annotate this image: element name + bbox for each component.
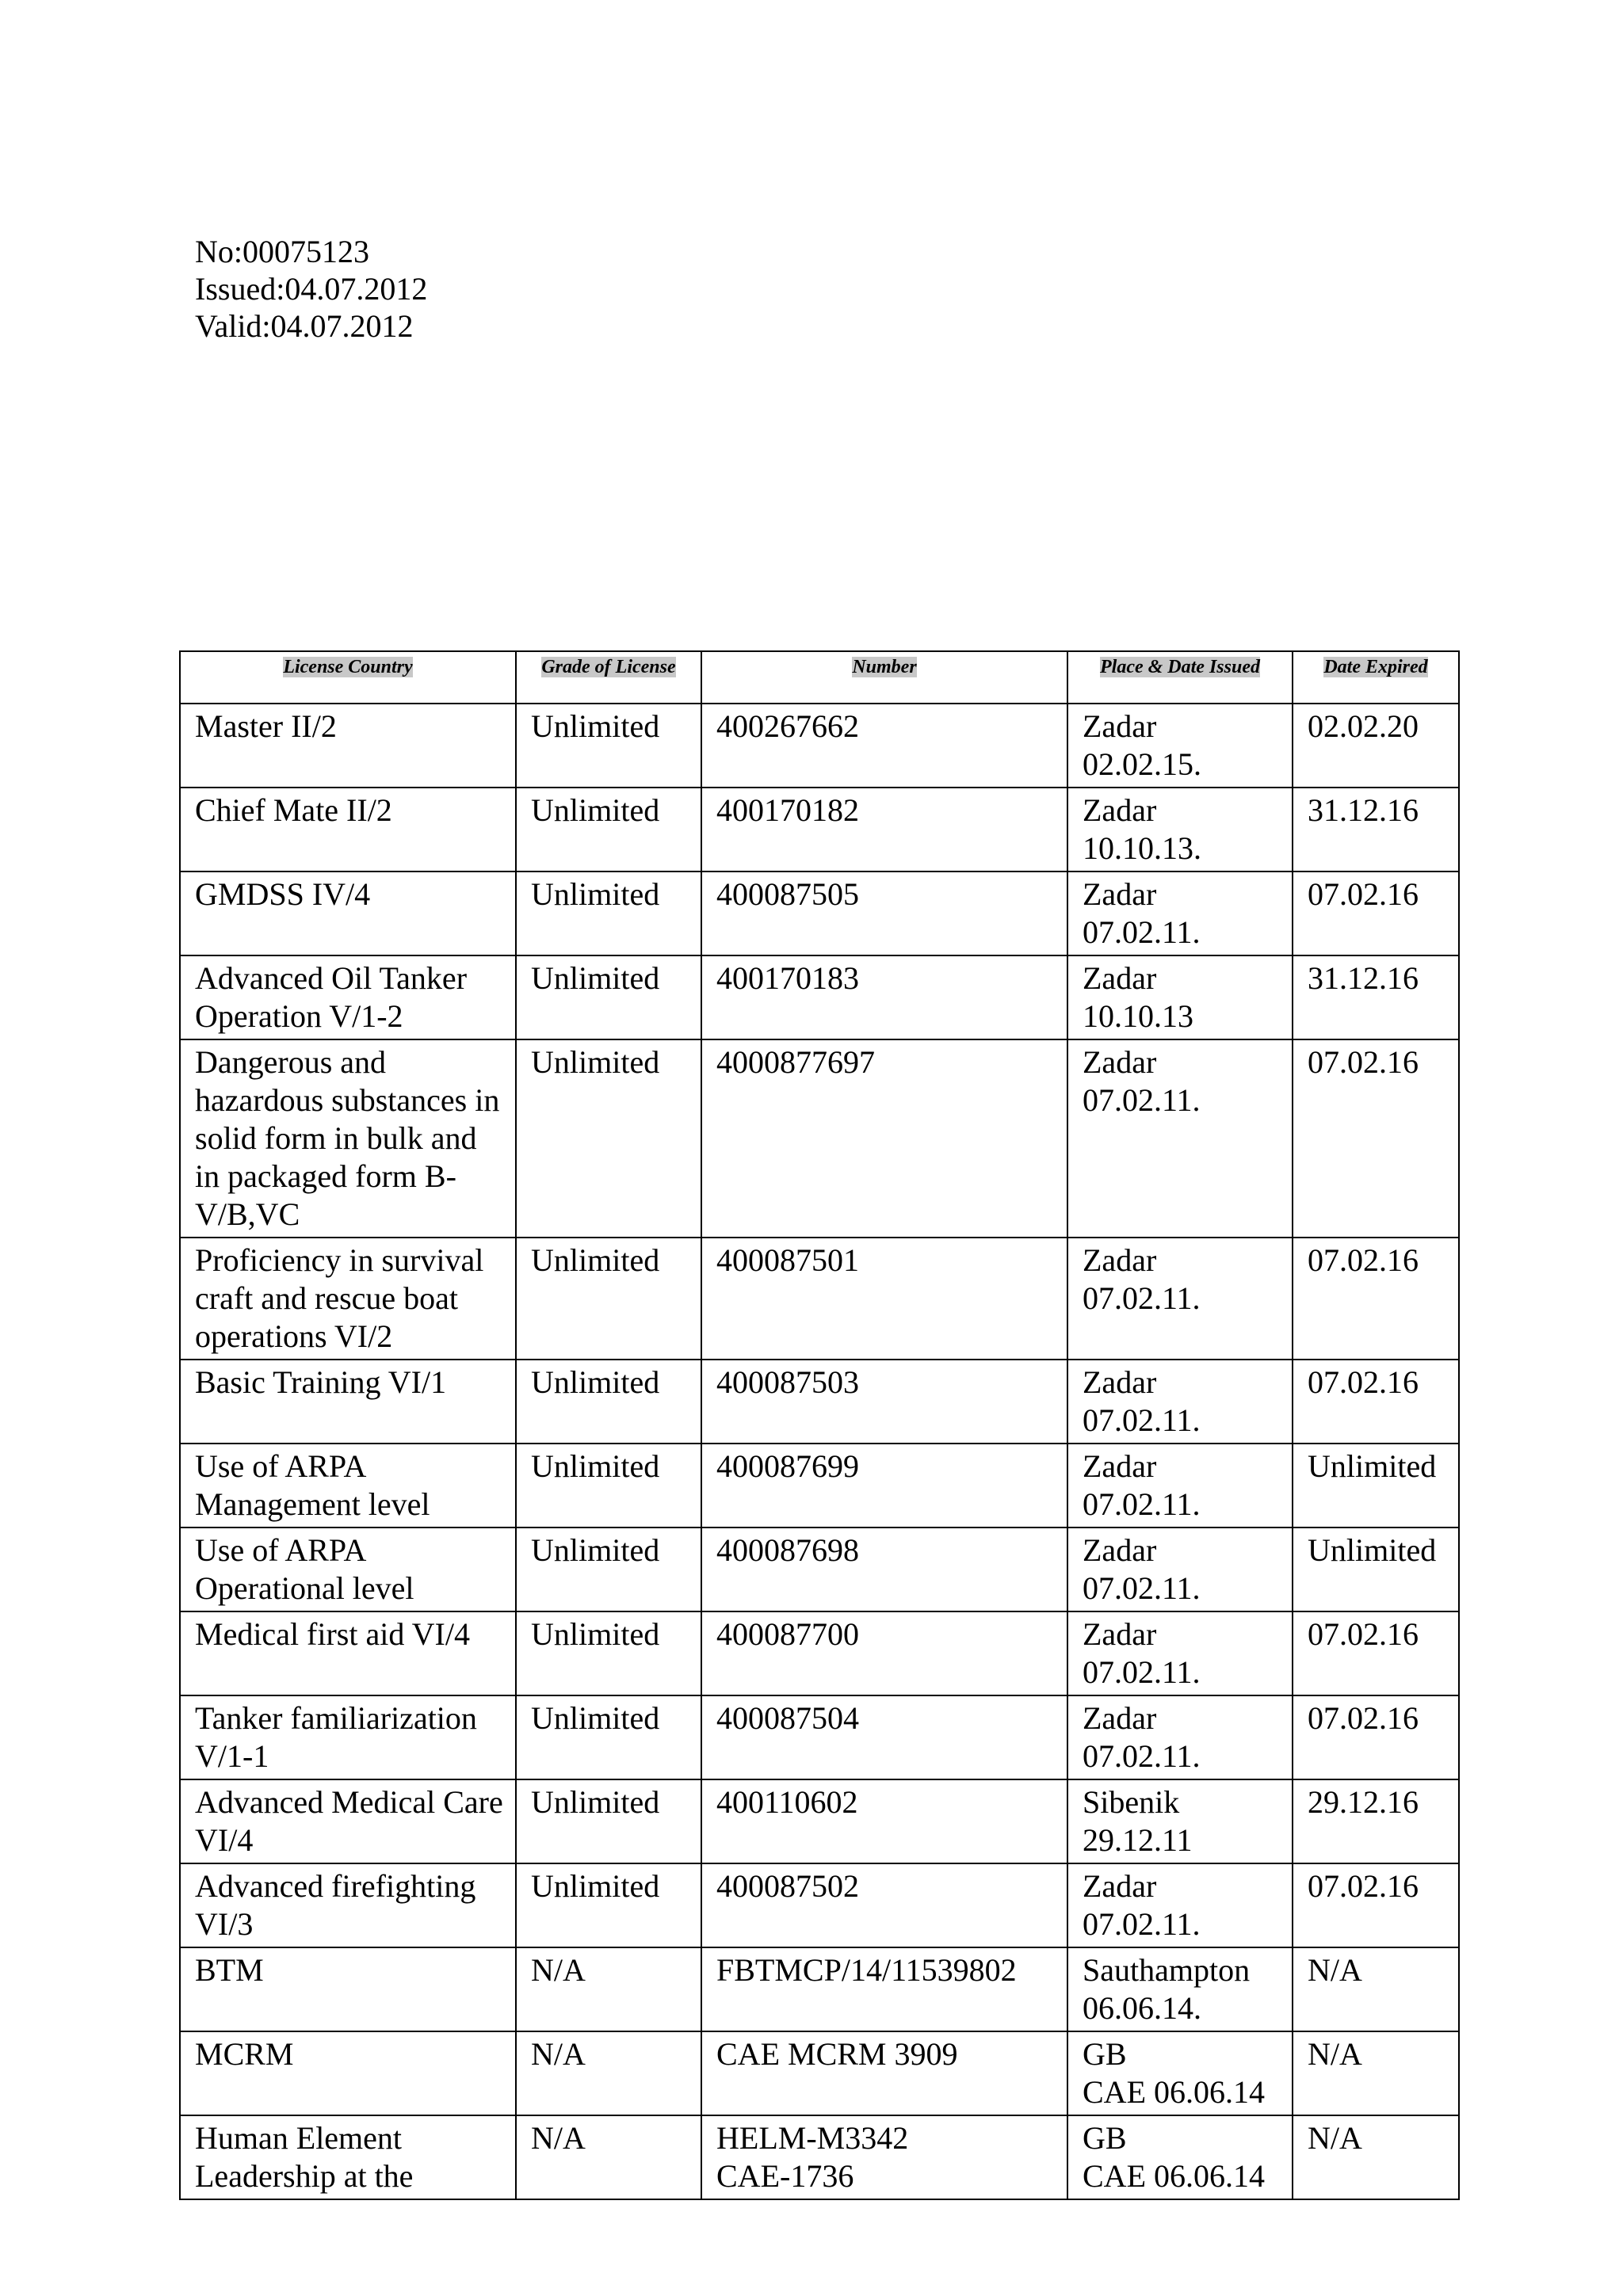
place-date-issued-cell-text: CAE 06.06.14	[1083, 2074, 1265, 2110]
place-date-issued-cell-text: 07.02.11.	[1083, 1906, 1201, 1942]
number-cell	[701, 1039, 1067, 1238]
table-row	[180, 1238, 1459, 1360]
place-date-issued-cell-text: Zadar	[1083, 876, 1157, 912]
place-date-issued-cell-text: Zadar	[1083, 1868, 1157, 1904]
place-date-issued-cell-text: 07.02.11.	[1083, 1082, 1201, 1118]
column-header-grade-of-license: Grade of License	[516, 651, 701, 704]
license-country-cell	[180, 1947, 516, 2031]
date-expired-cell	[1293, 2115, 1459, 2199]
grade-cell-text: Unlimited	[531, 1868, 660, 1904]
license-country-cell	[180, 2031, 516, 2115]
date-expired-cell	[1293, 1444, 1459, 1527]
place-date-issued-cell-text: 10.10.13	[1083, 998, 1193, 1034]
number-cell	[701, 955, 1067, 1039]
number-cell-text: 400087503	[716, 1364, 859, 1400]
grade-cell-text: Unlimited	[531, 876, 660, 912]
number-cell-text: 400087698	[716, 1532, 859, 1568]
license-country-cell	[180, 704, 516, 788]
place-date-issued-cell-text: Zadar	[1083, 1364, 1157, 1400]
license-country-cell-text: Advanced Medical Care VI/4	[195, 1784, 503, 1858]
place-date-issued-cell-text: Zadar	[1083, 1700, 1157, 1736]
number-cell	[701, 1611, 1067, 1695]
number-cell-text: HELM-M3342	[716, 2120, 909, 2156]
number-cell-text: 400087504	[716, 1700, 859, 1736]
license-country-cell-text: BTM	[195, 1952, 264, 1988]
place-date-issued-cell-text: CAE 06.06.14	[1083, 2158, 1265, 2194]
place-date-issued-cell	[1067, 1947, 1293, 2031]
number-cell-text: 400087501	[716, 1242, 859, 1278]
license-country-cell-text: Advanced firefighting VI/3	[195, 1868, 476, 1942]
date-expired-cell	[1293, 788, 1459, 871]
grade-cell	[516, 2115, 701, 2199]
place-date-issued-cell-text: 07.02.11.	[1083, 1738, 1201, 1774]
place-date-issued-cell-text: Zadar	[1083, 1616, 1157, 1652]
place-date-issued-cell	[1067, 1779, 1293, 1863]
license-country-cell	[180, 1238, 516, 1360]
place-date-issued-cell-text: 07.02.11.	[1083, 914, 1201, 950]
license-country-cell-text: Proficiency in survival craft and rescue boat operations VI/2	[195, 1242, 484, 1354]
grade-cell	[516, 1611, 701, 1695]
number-cell	[701, 2115, 1067, 2199]
date-expired-cell-text: 07.02.16	[1308, 1868, 1419, 1904]
place-date-issued-cell	[1067, 871, 1293, 955]
table-row	[180, 1695, 1459, 1779]
number-cell	[701, 1360, 1067, 1444]
date-expired-cell	[1293, 2031, 1459, 2115]
number-cell	[701, 1527, 1067, 1611]
column-header-number: Number	[701, 651, 1067, 704]
place-date-issued-cell-text: 02.02.15.	[1083, 746, 1201, 782]
date-expired-cell	[1293, 1039, 1459, 1238]
number-cell	[701, 1863, 1067, 1947]
number-cell	[701, 1695, 1067, 1779]
place-date-issued-cell-text: Zadar	[1083, 708, 1157, 744]
date-expired-cell	[1293, 1947, 1459, 2031]
column-header-date-expired: Date Expired	[1293, 651, 1459, 704]
grade-cell	[516, 1444, 701, 1527]
license-country-cell-text: GMDSS IV/4	[195, 876, 371, 912]
grade-cell	[516, 955, 701, 1039]
grade-cell	[516, 788, 701, 871]
place-date-issued-cell	[1067, 2115, 1293, 2199]
license-country-cell-text: Use of ARPA Management level	[195, 1448, 430, 1522]
grade-cell	[516, 1039, 701, 1238]
place-date-issued-cell	[1067, 1360, 1293, 1444]
date-expired-cell	[1293, 1527, 1459, 1611]
license-country-cell-text: Human Element Leadership at the	[195, 2120, 414, 2194]
place-date-issued-cell-text: 06.06.14.	[1083, 1990, 1201, 2026]
number-cell	[701, 1947, 1067, 2031]
place-date-issued-cell-text: Sibenik	[1083, 1784, 1180, 1820]
grade-cell-text: Unlimited	[531, 1242, 660, 1278]
grade-cell	[516, 1238, 701, 1360]
place-date-issued-cell	[1067, 1444, 1293, 1527]
table-row	[180, 1779, 1459, 1863]
date-expired-cell-text: 31.12.16	[1308, 792, 1419, 828]
place-date-issued-cell	[1067, 788, 1293, 871]
date-expired-cell-text: Unlimited	[1308, 1532, 1437, 1568]
table-row	[180, 1527, 1459, 1611]
grade-cell-text: Unlimited	[531, 1616, 660, 1652]
place-date-issued-cell-text: GB	[1083, 2036, 1127, 2072]
table-row	[180, 2115, 1459, 2199]
number-cell-text: 400087700	[716, 1616, 859, 1652]
date-expired-cell	[1293, 871, 1459, 955]
number-cell-text: 400170183	[716, 960, 859, 996]
license-country-cell-text: Medical first aid VI/4	[195, 1616, 470, 1652]
table-row	[180, 1863, 1459, 1947]
grade-cell	[516, 1527, 701, 1611]
place-date-issued-cell-text: Zadar	[1083, 1448, 1157, 1484]
number-cell	[701, 871, 1067, 955]
table-row	[180, 1360, 1459, 1444]
date-expired-cell-text: 31.12.16	[1308, 960, 1419, 996]
valid-date: Valid:04.07.2012	[195, 308, 414, 344]
place-date-issued-cell-text: 29.12.11	[1083, 1822, 1193, 1858]
license-country-cell	[180, 955, 516, 1039]
date-expired-cell-text: 07.02.16	[1308, 1616, 1419, 1652]
license-country-cell-text: Use of ARPA Operational level	[195, 1532, 414, 1606]
grade-cell	[516, 1695, 701, 1779]
grade-cell-text: Unlimited	[531, 1700, 660, 1736]
date-expired-cell	[1293, 1238, 1459, 1360]
number-cell-text: 400267662	[716, 708, 859, 744]
license-table	[179, 650, 1460, 2200]
place-date-issued-cell-text: 07.02.11.	[1083, 1654, 1201, 1690]
table-row	[180, 1947, 1459, 2031]
grade-cell-text: Unlimited	[531, 708, 660, 744]
number-cell	[701, 1444, 1067, 1527]
date-expired-cell-text: N/A	[1308, 2036, 1362, 2072]
license-country-cell	[180, 1444, 516, 1527]
number-cell	[701, 1238, 1067, 1360]
number-cell	[701, 704, 1067, 788]
place-date-issued-cell	[1067, 1238, 1293, 1360]
place-date-issued-cell-text: Zadar	[1083, 1044, 1157, 1080]
grade-cell-text: Unlimited	[531, 1448, 660, 1484]
license-country-cell-text: Advanced Oil Tanker Operation V/1-2	[195, 960, 468, 1034]
place-date-issued-cell	[1067, 2031, 1293, 2115]
date-expired-cell-text: 07.02.16	[1308, 1242, 1419, 1278]
license-country-cell-text: Tanker familiarization V/1-1	[195, 1700, 477, 1774]
license-country-cell	[180, 1360, 516, 1444]
number-cell-text: 400087502	[716, 1868, 859, 1904]
place-date-issued-cell-text: 07.02.11.	[1083, 1570, 1201, 1606]
license-country-cell-text: Dangerous and hazardous substances in solid form in bulk and in packaged form B-V/B,VC	[195, 1044, 500, 1232]
document-header	[195, 233, 427, 345]
number-cell-text: 400110602	[716, 1784, 858, 1820]
license-country-cell	[180, 1039, 516, 1238]
place-date-issued-cell	[1067, 704, 1293, 788]
place-date-issued-cell-text: 07.02.11.	[1083, 1402, 1201, 1438]
date-expired-cell-text: 07.02.16	[1308, 876, 1419, 912]
date-expired-cell-text: 02.02.20	[1308, 708, 1419, 744]
place-date-issued-cell	[1067, 1863, 1293, 1947]
place-date-issued-cell	[1067, 1527, 1293, 1611]
license-country-cell-text: MCRM	[195, 2036, 294, 2072]
number-cell	[701, 1779, 1067, 1863]
grade-cell-text: Unlimited	[531, 1044, 660, 1080]
number-cell-text: 400170182	[716, 792, 859, 828]
date-expired-cell	[1293, 1695, 1459, 1779]
license-country-cell	[180, 1863, 516, 1947]
number-cell-text: 400087505	[716, 876, 859, 912]
license-country-cell	[180, 788, 516, 871]
place-date-issued-cell	[1067, 1695, 1293, 1779]
number-cell	[701, 2031, 1067, 2115]
grade-cell-text: N/A	[531, 2120, 586, 2156]
grade-cell	[516, 2031, 701, 2115]
date-expired-cell	[1293, 955, 1459, 1039]
column-header-place-date-issued: Place & Date Issued	[1067, 651, 1293, 704]
license-country-cell	[180, 1611, 516, 1695]
number-cell-text: FBTMCP/14/11539802	[716, 1952, 1017, 1988]
date-expired-cell-text: 29.12.16	[1308, 1784, 1419, 1820]
number-cell-text: 400087699	[716, 1448, 859, 1484]
date-expired-cell-text: 07.02.16	[1308, 1364, 1419, 1400]
grade-cell-text: Unlimited	[531, 1532, 660, 1568]
place-date-issued-cell-text: Sauthampton	[1083, 1952, 1251, 1988]
place-date-issued-cell-text: Zadar	[1083, 1532, 1157, 1568]
grade-cell-text: Unlimited	[531, 792, 660, 828]
grade-cell-text: N/A	[531, 1952, 586, 1988]
table-row	[180, 955, 1459, 1039]
place-date-issued-cell-text: 10.10.13.	[1083, 830, 1201, 866]
place-date-issued-cell-text: GB	[1083, 2120, 1127, 2156]
date-expired-cell	[1293, 1863, 1459, 1947]
date-expired-cell	[1293, 1360, 1459, 1444]
license-country-cell-text: Chief Mate II/2	[195, 792, 392, 828]
place-date-issued-cell-text: 07.02.11.	[1083, 1486, 1201, 1522]
date-expired-cell	[1293, 1611, 1459, 1695]
place-date-issued-cell-text: Zadar	[1083, 792, 1157, 828]
license-country-cell-text: Basic Training VI/1	[195, 1364, 447, 1400]
date-expired-cell-text: 07.02.16	[1308, 1700, 1419, 1736]
table-row	[180, 788, 1459, 871]
grade-cell	[516, 1947, 701, 2031]
grade-cell-text: Unlimited	[531, 1784, 660, 1820]
place-date-issued-cell-text: Zadar	[1083, 960, 1157, 996]
table-row	[180, 1039, 1459, 1238]
grade-cell-text: Unlimited	[531, 960, 660, 996]
place-date-issued-cell	[1067, 1039, 1293, 1238]
number-cell	[701, 788, 1067, 871]
table-header-row	[180, 651, 1459, 704]
table-row	[180, 1611, 1459, 1695]
date-expired-cell-text: 07.02.16	[1308, 1044, 1419, 1080]
license-country-cell	[180, 1779, 516, 1863]
place-date-issued-cell	[1067, 955, 1293, 1039]
date-expired-cell-text: Unlimited	[1308, 1448, 1437, 1484]
license-country-cell	[180, 1527, 516, 1611]
issued-date: Issued:04.07.2012	[195, 271, 428, 307]
date-expired-cell	[1293, 1779, 1459, 1863]
date-expired-cell-text: N/A	[1308, 1952, 1362, 1988]
grade-cell-text: N/A	[531, 2036, 586, 2072]
date-expired-cell-text: N/A	[1308, 2120, 1362, 2156]
table-row	[180, 871, 1459, 955]
license-country-cell	[180, 2115, 516, 2199]
table-row	[180, 2031, 1459, 2115]
date-expired-cell	[1293, 704, 1459, 788]
license-country-cell	[180, 1695, 516, 1779]
certificate-number: No:00075123	[195, 234, 369, 269]
table-row	[180, 704, 1459, 788]
table-row	[180, 1444, 1459, 1527]
grade-cell	[516, 1863, 701, 1947]
license-country-cell-text: Master II/2	[195, 708, 337, 744]
license-country-cell	[180, 871, 516, 955]
grade-cell	[516, 1779, 701, 1863]
number-cell-text: CAE MCRM 3909	[716, 2036, 958, 2072]
place-date-issued-cell-text: 07.02.11.	[1083, 1280, 1201, 1316]
place-date-issued-cell-text: Zadar	[1083, 1242, 1157, 1278]
grade-cell	[516, 704, 701, 788]
number-cell-text: CAE-1736	[716, 2158, 854, 2194]
grade-cell-text: Unlimited	[531, 1364, 660, 1400]
number-cell-text: 4000877697	[716, 1044, 875, 1080]
column-header-license-country: License Country	[180, 651, 516, 704]
grade-cell	[516, 871, 701, 955]
grade-cell	[516, 1360, 701, 1444]
place-date-issued-cell	[1067, 1611, 1293, 1695]
